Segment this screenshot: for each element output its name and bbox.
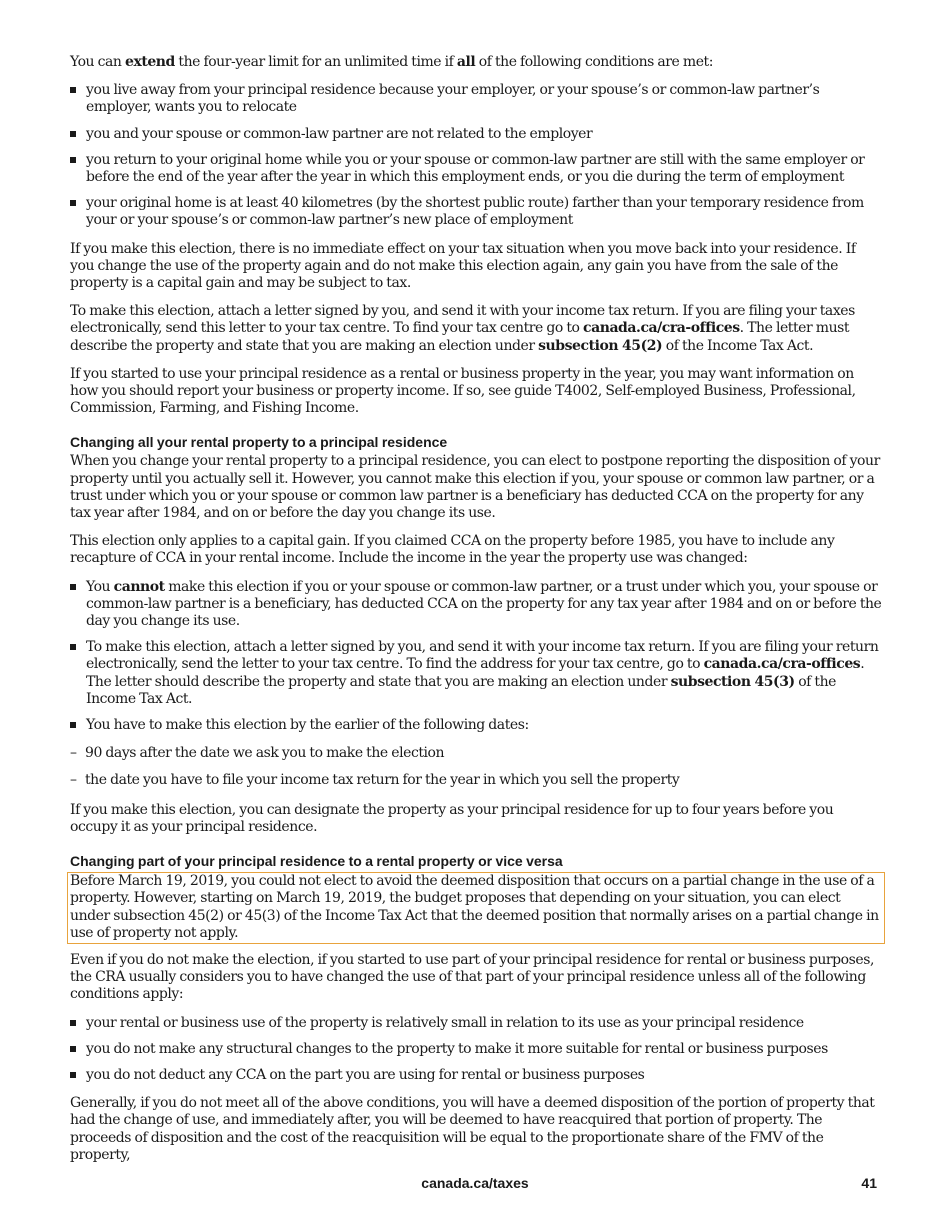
list-item: your original home is at least 40 kilometres (by the shortest public route) farther than your temporary residence from your or your spouse’s or common-law partner’s new place of employment [70,195,882,229]
dates-list [70,745,882,788]
section-paragraph: When you change your rental property to a principal residence, you can elect to postpone reporting the disposition of your property until you actually sell it. However, you cannot make this election if you, your spouse or common law partner, or a trust under which you or your spouse or common law partner is a beneficiary has deducted CCA on the property for any tax year after 1984, and on or before the day you change its use. [70,453,880,522]
rental-info-paragraph: If you started to use your principal residence as a rental or business property in the year, you may want information on how you should report your business or property income. If so, see guide T4002, Self-employed Business, Professional, Commission, Farming, and Fishing Income. [70,365,856,417]
bullet-square-icon [70,1020,76,1026]
bullet-square-icon [70,584,76,590]
subsection-reference: subsection 45(2) [538,337,663,354]
section-paragraph: This election only applies to a capital gain. If you claimed CCA on the property before 1985, you have to include any recapture of CCA in your rental income. Include the income in the year the property use was changed: [70,533,835,567]
election-rules-list [70,579,882,735]
list-item: your rental or business use of the property is relatively small in relation to its use as your principal residence [70,1015,882,1032]
bullet-square-icon [70,722,76,728]
footer-site-link[interactable]: canada.ca/taxes [421,1175,529,1191]
highlighted-update-box [67,872,885,944]
conditions-list [70,1015,882,1085]
page-content [70,54,882,1175]
section-heading: Changing part of your principal residence to a rental property or vice versa [70,853,563,870]
subsection-reference: subsection 45(3) [670,673,795,690]
bullet-square-icon [70,1046,76,1052]
no-effect-paragraph: If you make this election, there is no immediate effect on your tax situation when you move back into your residence. If you change the use of the property again and do not make this election again, any gain you have from the sale of the property is a capital gain and may be subject to tax. [70,240,856,292]
bullet-square-icon [70,157,76,163]
emphasis-all: all [456,54,476,70]
page-footer [0,1175,950,1193]
dash-marker: – [70,745,77,762]
bullet-square-icon [70,644,76,650]
section-paragraph: Even if you do not make the election, if you started to use part of your principal residence for rental or business purposes, the CRA usually considers you to have changed the use of that part of your principal residence unless all of the following conditions apply: [70,951,874,1003]
list-item: you live away from your principal residence because your employer, or your spouse’s or common-law partner’s employer, wants you to relocate [70,82,882,116]
emphasis-cannot: cannot [113,578,165,595]
highlighted-paragraph: Before March 19, 2019, you could not elect to avoid the deemed disposition that occurs on a partial change in the use of a property. However, starting on March 19, 2019, the budget proposes that depending on your situation, you can elect under subsection 45(2) or 45(3) of the Income Tax Act that the deemed position that normally arises on a partial change in use of property not apply. [70,873,879,941]
bullet-square-icon [70,1072,76,1078]
intro-paragraph: You can extend the four-year limit for an unlimited time if all of the following conditions are met: [70,54,713,70]
dash-marker: – [70,771,77,788]
bullet-square-icon [70,200,76,206]
section-paragraph: If you make this election, you can designate the property as your principal residence for up to four years before you occupy it as your principal residence. [70,801,834,835]
bullet-square-icon [70,131,76,137]
list-item: To make this election, attach a letter signed by you, and send it with your income tax return. If you are filing your return electronically, send the letter to your tax centre. To find the address for your tax centre, go to canada.ca/cra-offices. The letter should describe the property and state that you are making an election under subsection 45(3) of the Income Tax Act. [70,639,882,708]
make-election-paragraph: To make this election, attach a letter signed by you, and send it with your income tax return. If you are filing your taxes electronically, send this letter to your tax centre. To find your tax centre go to canada.ca/cra-offices. The letter must describe the property and state that you are making an election under subsection 45(2) of the Income Tax Act. [70,303,855,354]
list-item: You cannot make this election if you or your spouse or common-law partner, or a trust under which you, your spouse or common-law partner is a beneficiary, has deducted CCA on the property for any tax year after 1984 and on or before the day you change its use. [70,579,882,631]
page-number: 41 [861,1175,877,1191]
cra-offices-link: canada.ca/cra-offices [583,320,740,337]
list-item: – the date you have to file your income tax return for the year in which you sell the property [70,771,680,788]
list-item: you do not make any structural changes to the property to make it more suitable for rental or business purposes [70,1041,882,1058]
list-item: you do not deduct any CCA on the part you are using for rental or business purposes [70,1067,882,1084]
section-heading: Changing all your rental property to a principal residence [70,434,448,451]
list-item: You have to make this election by the earlier of the following dates: [70,717,882,734]
emphasis-extend: extend [124,54,175,70]
list-item: – 90 days after the date we ask you to make the election [70,745,445,762]
cra-offices-link: canada.ca/cra-offices [703,656,861,673]
list-item: you and your spouse or common-law partner are not related to the employer [70,126,882,143]
bullet-square-icon [70,87,76,93]
list-item: you return to your original home while you or your spouse or common-law partner are still with the same employer or before the end of the year after the year in which this employment ends, or you die during the term of employment [70,152,882,186]
section-paragraph: Generally, if you do not meet all of the above conditions, you will have a deemed disposition of the portion of property that had the change of use, and immediately after, you will be deemed to have reacquired that portion of property. The proceeds of disposition and the cost of the reacquisition will be equal to the proportionate share of the FMV of the property, [70,1095,875,1163]
conditions-list [70,82,882,229]
